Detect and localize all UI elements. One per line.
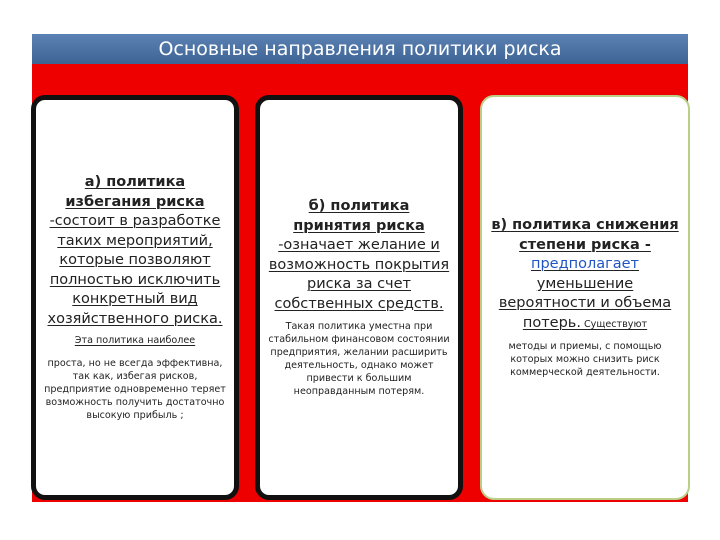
- card-avoidance-term: а) политика избегания риска: [65, 174, 205, 210]
- card-acceptance-note: Такая политика уместна при стабильном финансовом состоянии предприятия, желании расширить деятельность, однако может привести к большим неоправданным потерям.: [268, 321, 450, 397]
- card-acceptance-heading: [268, 197, 450, 314]
- card-avoidance-definition: -состоит в разработке таких мероприятий, которые позволяют полностью исключить конкретный вид хозяйственного риска.: [47, 213, 223, 327]
- card-avoidance-note-start: Эта политика наиболее: [74, 335, 196, 347]
- card-acceptance-term: б) политика принятия риска: [293, 198, 425, 234]
- card-reduction-link[interactable]: предполагает: [530, 256, 639, 272]
- card-acceptance: [255, 95, 463, 500]
- card-avoidance-heading: [44, 173, 226, 351]
- card-avoidance-note: проста, но не всегда эффективна, так как, избегая рисков, предприятие одновременно теряет возможность получить достаточно высокую прибыль ;: [44, 357, 226, 421]
- card-avoidance: [31, 95, 239, 500]
- card-acceptance-definition: -означает желание и возможность покрытия риска за счет собственных средств.: [268, 237, 450, 312]
- card-reduction: [480, 95, 690, 500]
- page-title: Основные направления политики риска: [32, 34, 688, 64]
- card-reduction-definition: уменьшение вероятности и объема потерь.: [498, 275, 672, 331]
- card-reduction-note-start: Существуют: [580, 318, 648, 330]
- card-reduction-note: методы и приемы, с помощью которых можно снизить риск коммерческой деятельности.: [508, 341, 662, 378]
- card-reduction-heading: [488, 216, 682, 334]
- card-reduction-term: в) политика снижения степени риска -: [491, 217, 679, 253]
